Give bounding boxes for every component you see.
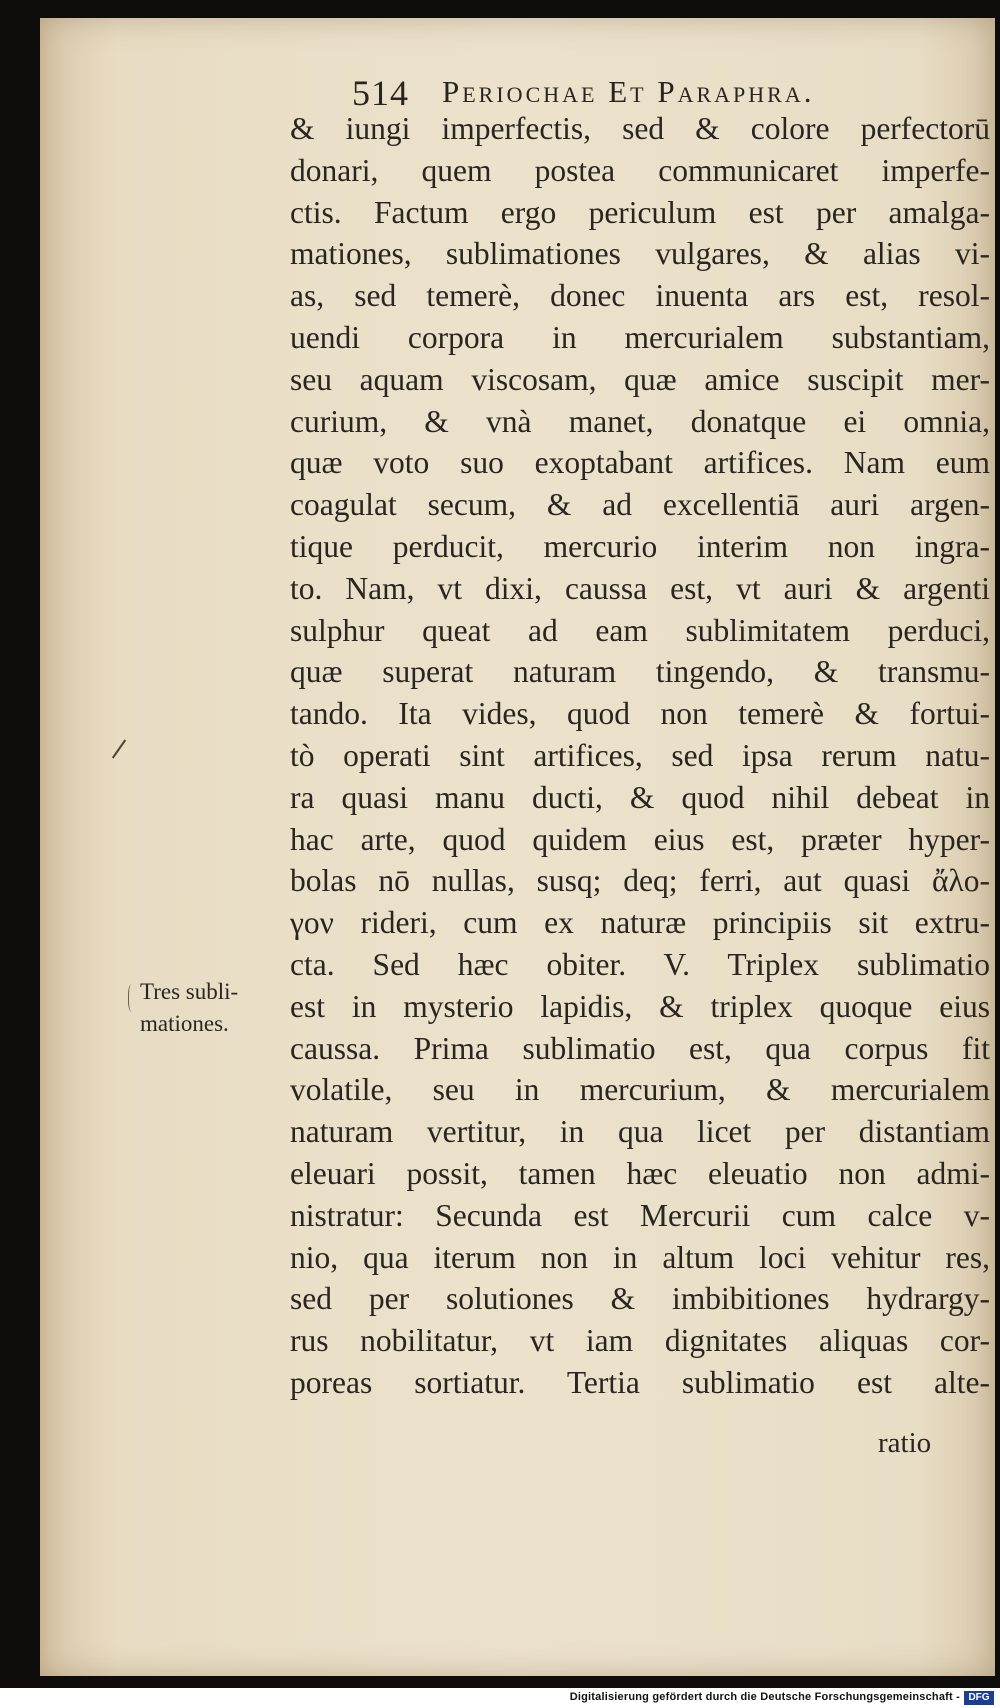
dfg-logo: DFG (964, 1691, 994, 1705)
text-line: mationes, sublimationes vulgares, & alias vi- (290, 236, 990, 272)
text-line: donari, quem postea communicaret imperfe- (290, 152, 990, 188)
margin-bracket (128, 984, 137, 1012)
text-line: est in mysterio lapidis, & triplex quoque eius (290, 988, 990, 1024)
text-line: eleuari possit, tamen hæc eleuatio non admi- (290, 1155, 990, 1191)
text-line: poreas sortiatur. Tertia sublimatio est alte- (290, 1364, 990, 1400)
text-line: tique perducit, mercurio interim non ingra- (290, 528, 990, 564)
footer-credit: Digitalisierung gefördert durch die Deutsche Forschungsgemeinschaft - (569, 1691, 960, 1703)
text-line: as, sed temerè, donec inuenta ars est, resol- (290, 278, 990, 314)
margin-note-line: Tres subli- (140, 979, 239, 1004)
text-line: quæ superat naturam tingendo, & transmu- (290, 654, 990, 690)
catchword: ratio (878, 1427, 932, 1459)
text-line: quæ voto suo exoptabant artifices. Nam eum (290, 445, 990, 481)
body-text (290, 108, 990, 1404)
text-line: & iungi imperfectis, sed & colore perfectorū (290, 111, 990, 146)
page-number: 514 (352, 73, 409, 113)
text-line: γον rideri, cum ex naturæ principiis sit extru- (290, 905, 990, 941)
text-line: tò operati sint artifices, sed ipsa rerum natu- (290, 737, 990, 773)
text-line: coagulat secum, & ad excellentiā auri argen- (290, 487, 990, 523)
margin-note (140, 976, 290, 1040)
text-line: rus nobilitatur, vt iam dignitates aliquas cor- (290, 1323, 990, 1359)
margin-note-line: mationes. (140, 1011, 229, 1036)
text-line: ra quasi manu ducti, & quod nihil debeat in (290, 779, 990, 815)
text-line: tando. Ita vides, quod non temerè & fortui- (290, 696, 990, 732)
text-line: cta. Sed hæc obiter. V. Triplex sublimatio (290, 946, 990, 982)
text-line: caussa. Prima sublimatio est, qua corpus fit (290, 1030, 990, 1066)
text-line: seu aquam viscosam, quæ amice suscipit mer- (290, 361, 990, 397)
text-line: ctis. Factum ergo periculum est per amalga- (290, 194, 990, 230)
text-line: bolas nō nullas, susq; deq; ferri, aut quasi ἄλο- (290, 863, 990, 899)
text-line: hac arte, quod quidem eius est, præter hyper- (290, 821, 990, 857)
footer-bar (0, 1688, 1000, 1708)
text-line: uendi corpora in mercurialem substantiam, (290, 319, 990, 355)
running-title: Periochae Et Paraphra. (442, 74, 815, 109)
text-line: sed per solutiones & imbibitiones hydrargy- (290, 1281, 990, 1317)
text-line: to. Nam, vt dixi, caussa est, vt auri & argenti (290, 570, 990, 606)
text-line: volatile, seu in mercurium, & mercurialem (290, 1072, 990, 1108)
text-line: sulphur queat ad eam sublimitatem perduci, (290, 612, 990, 648)
text-line: nistratur: Secunda est Mercurii cum calce v- (290, 1197, 990, 1233)
text-line: naturam vertitur, in qua licet per distantiam (290, 1114, 990, 1150)
text-line: nio, qua iterum non in altum loci vehitur res, (290, 1239, 990, 1275)
page-header (352, 72, 992, 112)
text-line: curium, & vnà manet, donatque ei omnia, (290, 403, 990, 439)
